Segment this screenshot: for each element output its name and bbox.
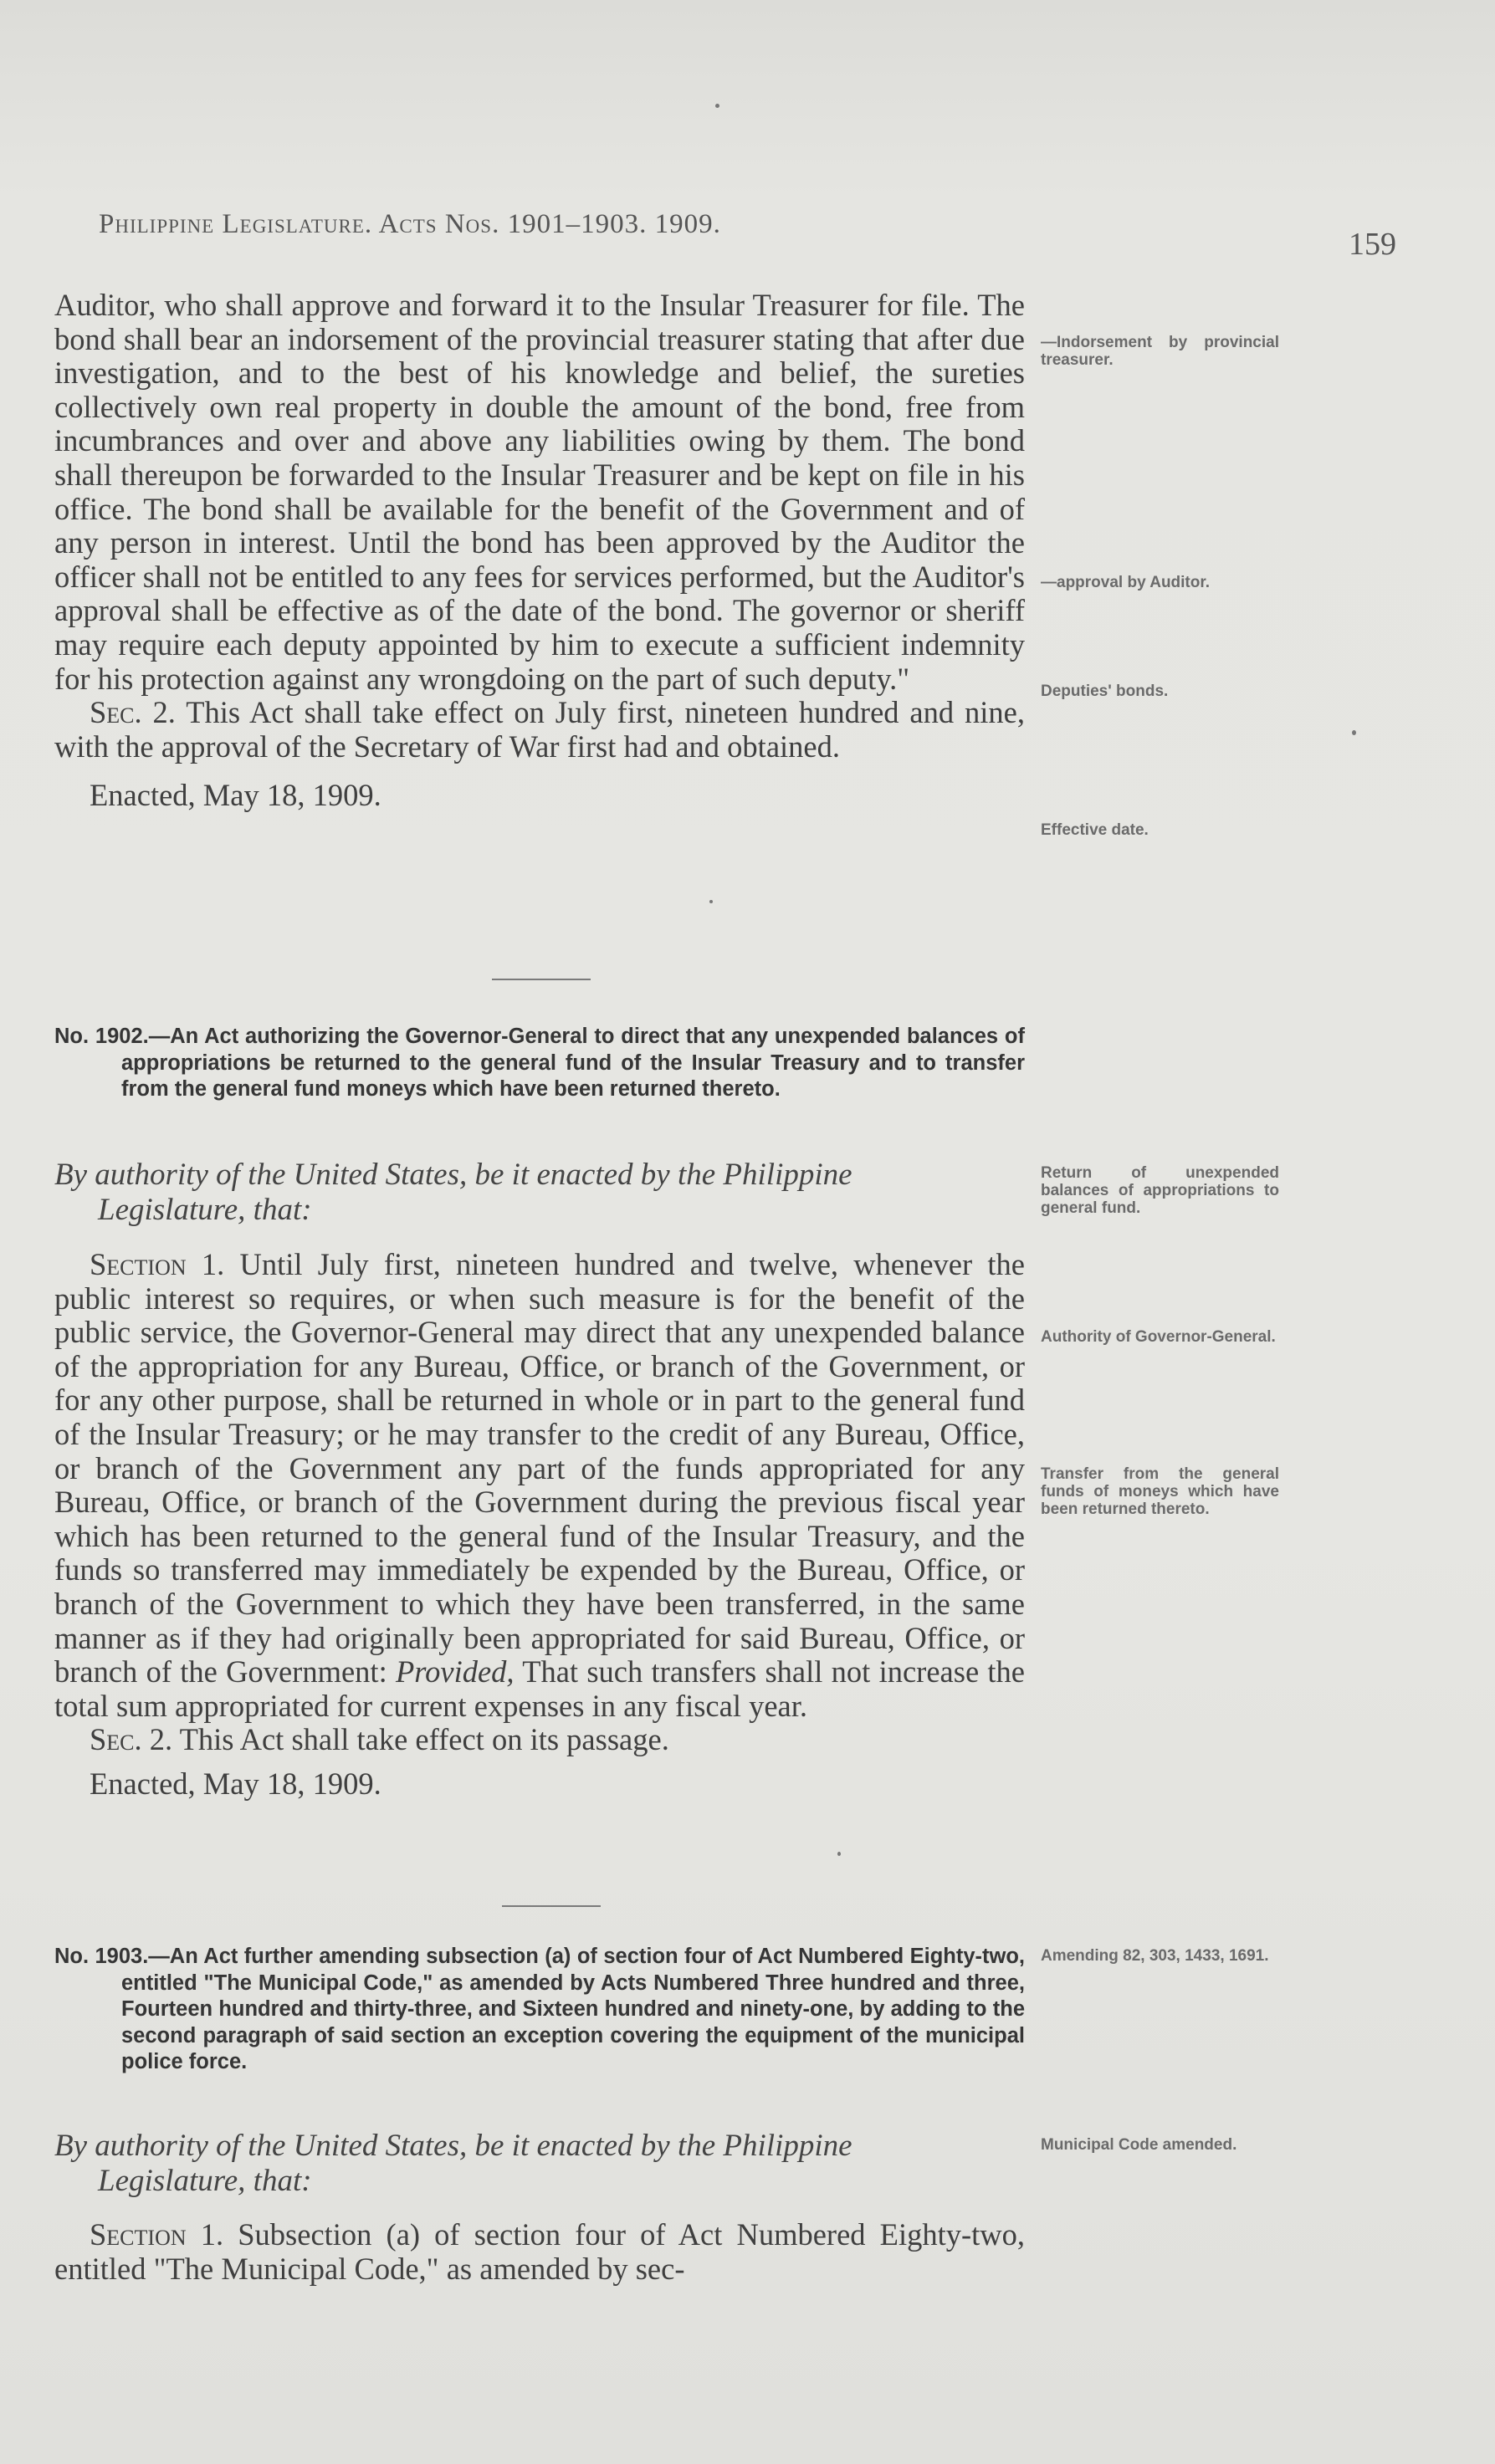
margin-note-deputies: Deputies' bonds. [1041,682,1169,700]
enacting-line-1: By authority of the United States, be it enacted by the Philippine [54,2129,852,2163]
divider-rule [492,979,591,980]
section-label: Section 1. [90,2217,224,2252]
section-text: Subsection (a) of section four of Act Numbered Eighty-two, entitled "The Municipal Code," as amended by sec- [54,2217,1026,2286]
running-header: Philippine Legislature. Acts Nos. 1901–1903. 1909. [99,209,721,239]
scan-speck [837,1852,841,1856]
act-1901-continuation [54,289,1025,813]
margin-note-return: Return of unexpended balances of appropriations to general fund. [1041,1164,1279,1217]
act-1902-body [54,1248,1025,1802]
proviso-word: Provided, [396,1654,515,1690]
margin-note-indorsement: —Indorsement by provincial treasurer. [1041,334,1279,369]
act-heading-text: No. 1903.—An Act further amending subsection (a) of section four of Act Numbered Eighty-two, entitled "The Municipal Code," as amended by Acts Numbered Three hundred and three, Fourteen hundred and thirty-three, and Sixteen hundred and ninety-one, by adding to the second paragraph of said section an exception covering the equipment of the municipal police force. [54,1945,1025,2074]
scan-speck [1352,730,1356,735]
enacting-line-2: Legislature, that: [98,2164,312,2198]
section-text: This Act shall take effect on its passage. [179,1722,669,1757]
enacting-line-1: By authority of the United States, be it enacted by the Philippine [54,1158,852,1192]
margin-note-transfer: Transfer from the general funds of moneys which have been returned thereto. [1041,1465,1279,1518]
scan-speck [709,900,713,903]
act-1903-enacting-clause [54,2129,1025,2199]
act-1901-enacted: Enacted, May 18, 1909. [90,778,381,813]
margin-note-approval: —approval by Auditor. [1041,574,1210,591]
act-1902-section-2 [54,1723,1025,1757]
margin-note-municipal: Municipal Code amended. [1041,2136,1237,2154]
divider-rule [502,1905,601,1907]
section-text: This Act shall take effect on July first, nineteen hundred and nine, with the approval of the Secretary of War first had and obtained. [54,695,1025,764]
section-tail: That such transfers shall not increase the total sum appropriated for current expenses in any fiscal year. [54,1654,1026,1723]
act-1903-body [54,2218,1025,2286]
margin-note-amending: Amending 82, 303, 1433, 1691. [1041,1947,1269,1965]
act-1902-heading [54,1024,1025,1103]
act-1902-section-1 [54,1248,1025,1723]
act-1903-section-1 [54,2218,1025,2286]
margin-note-authority: Authority of Governor-General. [1041,1328,1276,1346]
section-label: Section 1. [90,1247,225,1281]
section-label: Sec. 2. [90,1722,173,1757]
section-label: Sec. 2. [90,695,176,730]
act-1902-enacted: Enacted, May 18, 1909. [90,1766,381,1801]
act-1902-enacting-clause [54,1158,1025,1228]
scan-speck [715,104,719,108]
enacting-line-2: Legislature, that: [98,1193,312,1227]
act-heading-text: No. 1902.—An Act authorizing the Governor-General to direct that any unexpended balances of appropriations be returned to the general fund of the Insular Treasury and to transfer from the general fund moneys which have been returned thereto. [54,1025,1025,1102]
section-text: Until July first, nineteen hundred and twelve, whenever the public interest so requires, or when such measure is for the benefit of the public service, the Governor-General may direct that any unexpended balance of the appropriation for any Bureau, Office, or branch of the Government, or for any other purpose, shall be returned in whole or in part to the general fund of the Insular Treasury; or he may transfer to the credit of any Bureau, Office, or branch of the Government any part of the funds appropriated for any Bureau, Office, or branch of the Government during the previous fiscal year which has been returned to the general fund of the Insular Treasury, and the funds so transferred may immediately be expended by the Bureau, Office, or branch of the Government to which they have been transferred, in the same manner as if they had originally been appropriated for said Bureau, Office, or branch of the Government: [54,1247,1025,1690]
margin-note-effective: Effective date. [1041,821,1149,839]
page-number: 159 [1349,227,1396,262]
paragraph-continuation: Auditor, who shall approve and forward it to the Insular Treasurer for file. The bond shall bear an indorsement of the provincial treasurer stating that after due investigation, and to the best of his knowledge and belief, the sureties collectively own real property in double the amount of the bond, free from incumbrances and over and above any liabilities owing by them. The bond shall thereupon be forwarded to the Insular Treasurer and be kept on file in his office. The bond shall be available for the benefit of the Government and of any person in interest. Until the bond has been approved by the Auditor the officer shall not be entitled to any fees for services performed, but the Auditor's approval shall be effective as of the date of the bond. The governor or sheriff may require each deputy appointed by him to execute a sufficient indemnity for his protection against any wrongdoing on the part of such deputy." [54,288,1025,696]
act-1901-section-2 [54,696,1025,764]
act-1903-heading [54,1944,1025,2076]
